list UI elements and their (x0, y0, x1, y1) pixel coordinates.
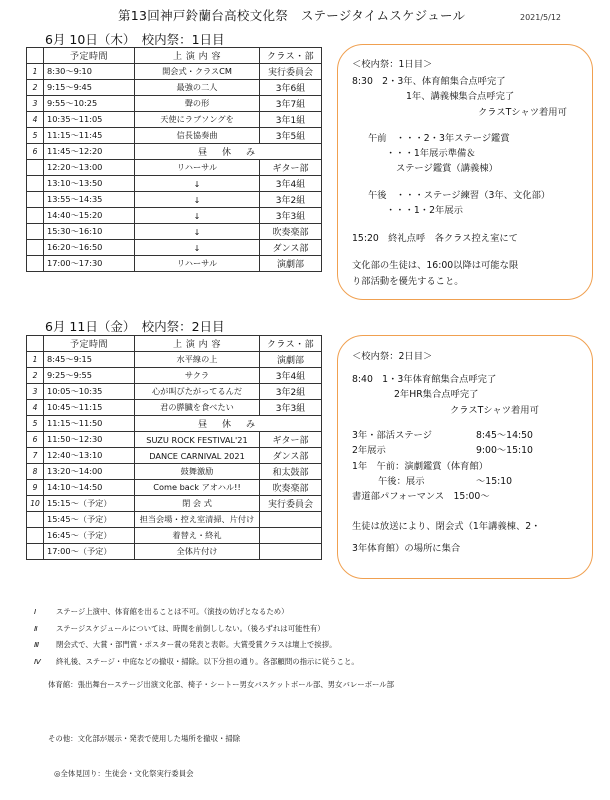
row-content: 君の膵臓を食べたい (135, 400, 260, 416)
table-row (27, 384, 322, 400)
notice-line: ＜校内祭：2日目＞ (352, 351, 433, 362)
row-time: 17:00〜17:30 (44, 256, 135, 272)
table-row (27, 352, 322, 368)
table-header-row (27, 336, 322, 352)
row-class: 吹奏楽部 (260, 224, 322, 240)
row-class: 実行委員会 (260, 496, 322, 512)
notice-line: 1年、講義棟集合点呼完了 (406, 91, 515, 102)
table-row (27, 192, 322, 208)
note-item (34, 637, 359, 654)
footer-other-duty: その他：文化部が展示・発表で使用した場所を撤収・掃除 (48, 734, 241, 743)
table-row (27, 496, 322, 512)
row-number: 3 (27, 384, 44, 400)
row-time: 8:45〜9:15 (44, 352, 135, 368)
row-number: 4 (27, 400, 44, 416)
row-time: 16:45〜（予定） (44, 528, 135, 544)
row-content: リハーサル (135, 160, 260, 176)
header-blank (27, 48, 44, 64)
header-content: 上 演 内 容 (135, 48, 260, 64)
table-row (27, 160, 322, 176)
row-number (27, 208, 44, 224)
table-row (27, 240, 322, 256)
notice-line: 生徒は放送により、閉会式（1年講義棟、2・ (352, 521, 541, 532)
row-content: ↓ (135, 208, 260, 224)
document-title: 第13回神戸鈴蘭台高校文化祭 ステージタイムスケジュール (118, 8, 466, 23)
row-number: 8 (27, 464, 44, 480)
row-content: DANCE CARNIVAL 2021 (135, 448, 260, 464)
notice-line: 2年展示 (352, 445, 386, 456)
row-number: 10 (27, 496, 44, 512)
notes-list (34, 604, 359, 670)
note-number: Ⅳ (34, 656, 41, 666)
row-class: 3年1組 (260, 112, 322, 128)
table-row (27, 400, 322, 416)
row-time: 11:45〜12:20 (44, 144, 135, 160)
row-content: サクラ (135, 368, 260, 384)
notice-line: 〜15:10 (476, 476, 513, 487)
row-content: Come back アオハル!! (135, 480, 260, 496)
day2-heading: 6月 11日（金） 校内祭：2日目 (45, 319, 225, 334)
notice-line: 8:30 2・3年、体育館集合点呼完了 (352, 76, 506, 87)
notice-line: 2年HR集合点呼完了 (394, 389, 479, 400)
table-row (27, 176, 322, 192)
row-number: 6 (27, 144, 44, 160)
notice-line: 書道部パフォーマンス 15:00〜 (352, 491, 490, 502)
row-number: 5 (27, 128, 44, 144)
row-number (27, 544, 44, 560)
row-time: 16:20〜16:50 (44, 240, 135, 256)
row-number (27, 256, 44, 272)
row-content: 全体片付け (135, 544, 260, 560)
notice-line: り部活動を優先すること。 (352, 276, 464, 287)
row-number (27, 512, 44, 528)
row-content: 最強の二人 (135, 80, 260, 96)
row-number: 9 (27, 480, 44, 496)
row-time: 9:15〜9:45 (44, 80, 135, 96)
notice-line: 1年 午前：演劇鑑賞（体育館） (352, 461, 489, 472)
row-time: 8:30〜9:10 (44, 64, 135, 80)
row-time: 15:45〜（予定） (44, 512, 135, 528)
notice-line: 3年・部活ステージ (352, 430, 432, 441)
row-time: 13:55〜14:35 (44, 192, 135, 208)
table-row (27, 144, 322, 160)
row-content: SUZU ROCK FESTIVAL'21 (135, 432, 260, 448)
row-content: 聲の形 (135, 96, 260, 112)
row-content: 開会式・クラスCM (135, 64, 260, 80)
row-class: 3年6組 (260, 80, 322, 96)
notice-line: 8:45〜14:50 (476, 430, 533, 441)
row-time: 14:40〜15:20 (44, 208, 135, 224)
day1-schedule-table (26, 47, 322, 272)
row-class (260, 528, 322, 544)
table-row (27, 432, 322, 448)
row-class: ダンス部 (260, 448, 322, 464)
row-time: 14:10〜14:50 (44, 480, 135, 496)
row-number (27, 224, 44, 240)
row-class: 実行委員会 (260, 64, 322, 80)
row-content: 水平線の上 (135, 352, 260, 368)
row-number: 7 (27, 448, 44, 464)
note-item (34, 621, 359, 638)
row-time: 13:10〜13:50 (44, 176, 135, 192)
row-content: ↓ (135, 176, 260, 192)
notice-line: 15:20 終礼点呼 各クラス控え室にて (352, 233, 518, 244)
day1-notice-box (337, 44, 593, 300)
header-content: 上 演 内 容 (135, 336, 260, 352)
row-time: 12:40〜13:10 (44, 448, 135, 464)
table-row (27, 464, 322, 480)
table-row (27, 480, 322, 496)
row-time: 15:15〜（予定） (44, 496, 135, 512)
row-time: 11:15〜11:45 (44, 128, 135, 144)
row-class: 演劇部 (260, 352, 322, 368)
row-class: 3年2組 (260, 192, 322, 208)
table-row (27, 224, 322, 240)
notice-line: 8:40 1・3年体育館集合点呼完了 (352, 374, 497, 385)
row-content: 心が叫びたがってるんだ (135, 384, 260, 400)
table-header-row (27, 48, 322, 64)
notice-line: クラスTシャツ着用可 (478, 107, 567, 118)
row-lunch-break: 昼 休 み (135, 144, 322, 160)
row-class: ダンス部 (260, 240, 322, 256)
footer-gym-duty: 体育館：張出舞台ーステージ出演文化部、椅子・シートー男女バスケットボール部、男女バレーボール部 (48, 680, 395, 689)
row-class: 3年4組 (260, 176, 322, 192)
row-content: 天使にラブソングを (135, 112, 260, 128)
row-number (27, 176, 44, 192)
footer-signature: ◎全体見回り：生徒会・文化祭実行委員会 (54, 769, 194, 778)
row-number (27, 528, 44, 544)
notice-line: 文化部の生徒は、16:00以降は可能な限 (352, 260, 519, 271)
row-content: リハーサル (135, 256, 260, 272)
note-number: Ⅰ (34, 607, 37, 616)
row-number: 1 (27, 352, 44, 368)
row-class: 吹奏楽部 (260, 480, 322, 496)
notice-line: クラスTシャツ着用可 (450, 405, 539, 416)
table-row (27, 208, 322, 224)
table-row (27, 528, 322, 544)
notice-line: 9:00〜15:10 (476, 445, 533, 456)
header-class: クラス・部 (260, 336, 322, 352)
row-time: 10:05〜10:35 (44, 384, 135, 400)
row-time: 17:00〜（予定） (44, 544, 135, 560)
row-class: 3年4組 (260, 368, 322, 384)
row-content: 着替え・終礼 (135, 528, 260, 544)
table-row (27, 448, 322, 464)
row-class (260, 512, 322, 528)
row-number: 6 (27, 432, 44, 448)
header-blank (27, 336, 44, 352)
row-number: 2 (27, 80, 44, 96)
row-number: 2 (27, 368, 44, 384)
table-row (27, 64, 322, 80)
notice-line: ・・・1・2年展示 (386, 205, 463, 216)
row-number: 5 (27, 416, 44, 432)
row-content: 閉 会 式 (135, 496, 260, 512)
row-time: 9:25〜9:55 (44, 368, 135, 384)
row-number: 3 (27, 96, 44, 112)
table-row (27, 80, 322, 96)
row-time: 11:50〜12:30 (44, 432, 135, 448)
table-row (27, 112, 322, 128)
notice-line: ステージ鑑賞（講義棟） (396, 163, 498, 174)
row-time: 9:55〜10:25 (44, 96, 135, 112)
row-content: ↓ (135, 224, 260, 240)
table-row (27, 96, 322, 112)
day2-schedule-table (26, 335, 322, 560)
day1-heading: 6月 10日（木） 校内祭：1日目 (45, 32, 225, 47)
note-item (34, 654, 359, 671)
row-class: ギター部 (260, 160, 322, 176)
row-class: 3年3組 (260, 400, 322, 416)
row-class (260, 544, 322, 560)
row-time: 15:30〜16:10 (44, 224, 135, 240)
issue-date: 2021/5/12 (520, 13, 562, 22)
row-time: 10:45〜11:15 (44, 400, 135, 416)
note-number: Ⅱ (34, 623, 38, 633)
note-text: 閉会式で、大賞・部門賞・ポスター賞の発表と表彰。大賞受賞クラスは壇上で挨拶。 (56, 640, 337, 649)
row-time: 11:15〜11:50 (44, 416, 135, 432)
table-row (27, 544, 322, 560)
note-item (34, 604, 359, 621)
row-class: 和太鼓部 (260, 464, 322, 480)
row-number (27, 240, 44, 256)
row-content: 信長協奏曲 (135, 128, 260, 144)
row-class: 3年3組 (260, 208, 322, 224)
notice-line: 午後 ・・・ステージ練習（3年、文化部） (368, 190, 551, 201)
row-class: 3年2組 (260, 384, 322, 400)
note-text: ステージ上演中、体育館を出ることは不可。（演技の妨げとなるため） (56, 607, 289, 616)
notice-line: ＜校内祭：1日目＞ (352, 59, 433, 70)
note-text: ステージスケジュールについては、時間を前倒ししない。（後ろずれは可能性有） (56, 623, 325, 633)
header-class: クラス・部 (260, 48, 322, 64)
table-row (27, 512, 322, 528)
row-time: 13:20〜14:00 (44, 464, 135, 480)
header-time: 予定時間 (44, 48, 135, 64)
table-row (27, 128, 322, 144)
row-content: 担当会場・控え室清掃、片付け (135, 512, 260, 528)
row-class: 3年7組 (260, 96, 322, 112)
note-text: 終礼後、ステージ・中庭などの撤収・掃除。以下分担の通り。各部顧問の指示に従うこと。 (56, 656, 359, 666)
row-number (27, 192, 44, 208)
table-row (27, 368, 322, 384)
row-content: ↓ (135, 192, 260, 208)
row-number: 1 (27, 64, 44, 80)
notice-line: 午後：展示 (378, 476, 425, 487)
row-time: 12:20〜13:00 (44, 160, 135, 176)
row-time: 10:35〜11:05 (44, 112, 135, 128)
notice-line: 3年体育館）の場所に集合 (352, 543, 461, 554)
row-class: 演劇部 (260, 256, 322, 272)
table-row (27, 416, 322, 432)
row-content: ↓ (135, 240, 260, 256)
row-class: 3年5組 (260, 128, 322, 144)
table-row (27, 256, 322, 272)
day2-notice-box (337, 335, 593, 579)
notice-line: 午前 ・・・2・3年ステージ鑑賞 (368, 133, 510, 144)
row-class: ギター部 (260, 432, 322, 448)
row-number (27, 160, 44, 176)
row-content: 鼓舞激励 (135, 464, 260, 480)
note-number: Ⅲ (34, 640, 40, 649)
row-lunch-break: 昼 休 み (135, 416, 322, 432)
notice-line: ・・・1年展示準備＆ (386, 148, 476, 159)
row-number: 4 (27, 112, 44, 128)
header-time: 予定時間 (44, 336, 135, 352)
